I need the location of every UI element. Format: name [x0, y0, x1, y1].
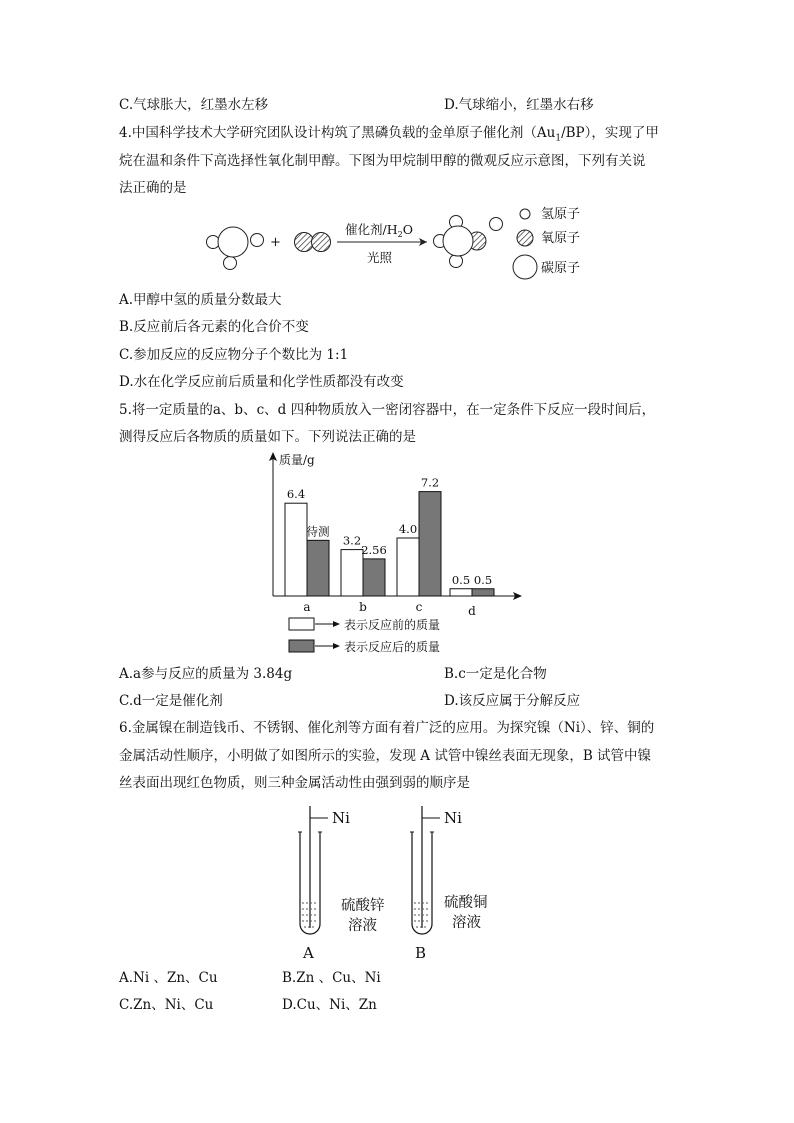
legend-after-swatch	[289, 640, 314, 652]
q5-option-c: C.d一定是催化剂	[119, 693, 223, 709]
data-label-d-before: 0.5	[451, 572, 471, 587]
q6-stem-line-1: 6.金属镍在制造钱币、不锈钢、催化剂等方面有着广泛的应用。为探究镍（Ni）、锌、铜的	[119, 720, 655, 736]
q6-option-a: A.Ni 、Zn、Cu	[119, 970, 218, 986]
q6-stem-line-2: 金属活动性顺序，小明做了如图所示的实验，发现 A 试管中镍丝表面无现象，B 试管中镍	[119, 748, 652, 764]
q4-stem-sub: 1	[555, 133, 562, 144]
q4-stem-line-1	[119, 123, 659, 149]
test-tube-a	[298, 806, 385, 962]
bar-c-before	[397, 538, 419, 596]
q4-stem-text-b: /BP），实现了甲	[561, 125, 659, 141]
q5-stem-line-2: 测得反应后各物质的质量如下。下列说法正确的是	[119, 429, 416, 445]
legend-after-arrow-icon	[333, 643, 340, 649]
q3-option-c: C.气球胀大，红墨水左移	[119, 97, 269, 113]
bar-d-before	[450, 589, 472, 596]
q4-stem-line-2: 烷在温和条件下高选择性氧化制甲醇。下图为甲烷制甲醇的微观反应示意图，下列有关说	[119, 153, 646, 169]
q5-option-b: B.c一定是化合物	[444, 666, 547, 682]
legend-before-arrow-icon	[333, 621, 340, 627]
q5-option-a: A.a参与反应的质量为 3.84g	[119, 666, 293, 682]
chart-legend	[289, 617, 440, 654]
condition-top-sub: 2	[397, 230, 403, 239]
data-label-a-before: 6.4	[286, 487, 306, 502]
arrow-condition-top	[345, 222, 413, 239]
data-label-c-after: 7.2	[420, 475, 440, 490]
data-label-d-after: 0.5	[473, 572, 493, 587]
carbon-legend-icon	[513, 255, 537, 279]
q3-option-d: D.气球缩小，红墨水右移	[444, 97, 594, 113]
bar-a-after	[307, 540, 329, 596]
solution-a-line-2: 溶液	[348, 918, 377, 934]
condition-top-a: 催化剂/H	[345, 222, 398, 237]
mass-bar-chart	[0, 448, 794, 658]
q4-option-d: D.水在化学反应前后质量和化学性质都没有改变	[119, 374, 404, 390]
solution-b-line-1: 硫酸铜	[444, 895, 488, 911]
legend-hydrogen: 氢原子	[541, 207, 581, 222]
atom-legend	[513, 207, 580, 279]
test-tube-b	[410, 806, 488, 962]
legend-before-label: 表示反应前的质量	[344, 618, 441, 632]
bar-d-after	[472, 589, 494, 596]
bar-b-after	[363, 559, 385, 596]
methanol-molecule	[434, 216, 503, 268]
legend-carbon: 碳原子	[541, 261, 581, 276]
oxygen-legend-icon	[517, 230, 533, 246]
data-label-b-before: 3.2	[342, 533, 362, 548]
q6-option-b: B.Zn 、Cu、Ni	[282, 970, 381, 986]
arrow-condition-bottom: 光照	[367, 250, 393, 265]
legend-oxygen: 氧原子	[541, 231, 581, 246]
metal-label-b: Ni	[444, 809, 462, 827]
condition-top-b: O	[402, 222, 413, 237]
category-label-c: c	[415, 600, 423, 614]
oxygen-molecule	[295, 233, 331, 252]
methane-molecule	[207, 227, 264, 270]
category-label-b: b	[359, 600, 367, 614]
bar-b-before	[341, 550, 363, 596]
q6-option-d: D.Cu、Ni、Zn	[282, 997, 377, 1013]
q5-stem-line-1: 5.将一定质量的a、b、c、d 四种物质放入一密闭容器中，在一定条件下反应一段时间后，	[119, 402, 656, 418]
bar-a-before	[285, 503, 307, 596]
solution-a-line-1: 硫酸锌	[341, 898, 385, 914]
q4-option-b: B.反应前后各元素的化合价不变	[119, 319, 309, 335]
legend-after-label: 表示反应后的质量	[344, 640, 441, 654]
metal-label-a: Ni	[332, 809, 350, 827]
q4-option-c: C.参加反应的反应物分子个数比为 1:1	[119, 347, 349, 363]
plus-sign: +	[270, 235, 281, 250]
q4-option-a: A.甲醇中氢的质量分数最大	[119, 292, 282, 308]
q6-option-c: C.Zn、Ni、Cu	[119, 997, 214, 1013]
data-label-a-after: 待测	[306, 524, 330, 539]
test-tube-diagram	[0, 798, 794, 968]
solution-b-line-2: 溶液	[452, 915, 481, 931]
q4-stem-line-3: 法正确的是	[119, 180, 187, 196]
data-label-b-after: 2.56	[361, 542, 387, 557]
hydrogen-legend-icon	[520, 209, 530, 219]
category-label-a: a	[303, 600, 311, 614]
tube-b-label: B	[415, 944, 427, 962]
q5-option-d: D.该反应属于分解反应	[444, 693, 581, 709]
q4-reaction-diagram	[0, 195, 794, 295]
category-label-d: d	[468, 604, 476, 618]
data-label-c-before: 4.0	[398, 522, 418, 536]
q6-stem-line-3: 丝表面出现红色物质，则三种金属活动性由强到弱的顺序是	[119, 775, 470, 791]
tube-a-label: A	[303, 944, 314, 962]
bar-c-after	[419, 492, 441, 596]
legend-before-swatch	[289, 618, 314, 630]
q4-stem-text-a: 4.中国科学技术大学研究团队设计构筑了黑磷负载的金单原子催化剂（Au	[119, 125, 556, 141]
y-axis-label: 质量/g	[279, 453, 315, 467]
